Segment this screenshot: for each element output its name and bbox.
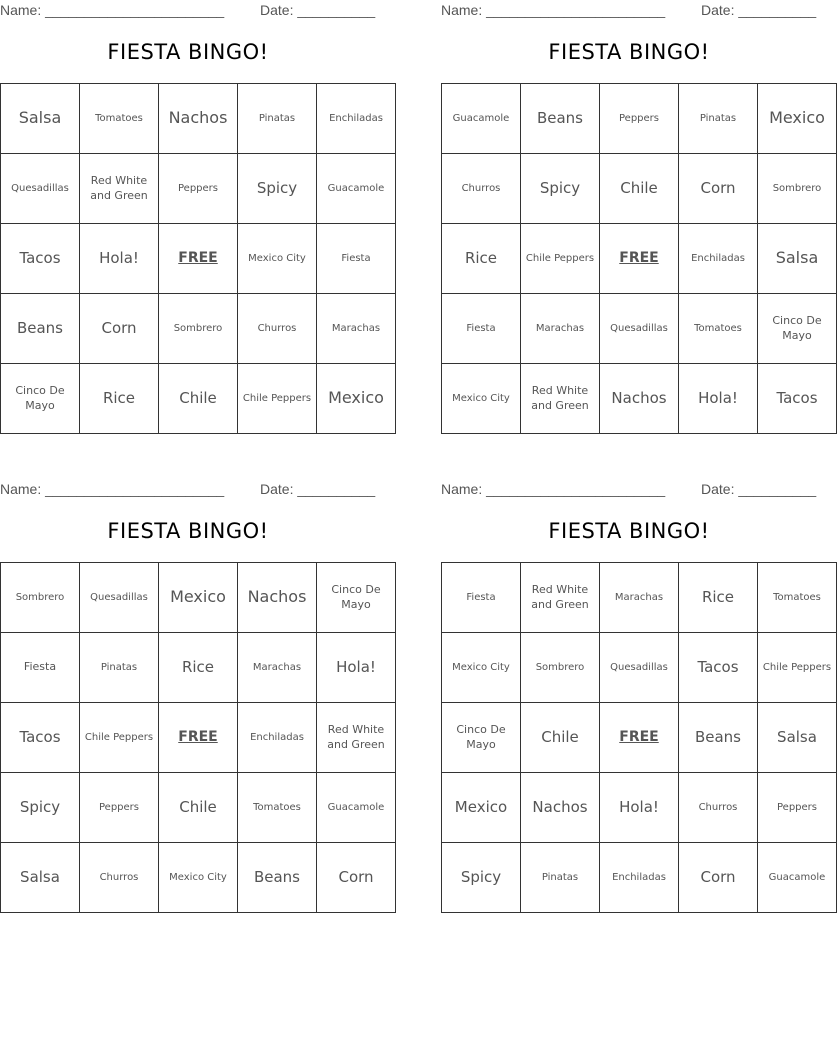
bingo-cell: Corn [80, 294, 159, 364]
bingo-cell: Tacos [758, 364, 837, 434]
bingo-cell: Cinco De Mayo [758, 294, 837, 364]
bingo-cell: Quesadillas [600, 633, 679, 703]
bingo-cell: Tacos [1, 703, 80, 773]
grid-row [442, 154, 837, 224]
grid-row [442, 843, 837, 913]
bingo-cell: Marachas [238, 633, 317, 703]
grid-row [442, 773, 837, 843]
bingo-cell: Enchiladas [317, 84, 396, 154]
free-space-cell: FREE [600, 703, 679, 773]
bingo-cell: Beans [238, 843, 317, 913]
bingo-cell: Tomatoes [80, 84, 159, 154]
grid-row [1, 773, 396, 843]
name-field-label: Name: _______________________ [0, 481, 225, 497]
bingo-card-4 [441, 479, 832, 919]
bingo-cell: Salsa [758, 703, 837, 773]
bingo-cell: Guacamole [442, 84, 521, 154]
bingo-cell: Peppers [80, 773, 159, 843]
grid-row [1, 224, 396, 294]
bingo-cell: Corn [679, 843, 758, 913]
bingo-cell: Marachas [600, 563, 679, 633]
bingo-cell: Fiesta [1, 633, 80, 703]
bingo-grid [441, 562, 837, 913]
bingo-cell: Hola! [679, 364, 758, 434]
free-space-cell: FREE [600, 224, 679, 294]
bingo-cell: Sombrero [758, 154, 837, 224]
bingo-cell: Sombrero [521, 633, 600, 703]
bingo-cell: Beans [521, 84, 600, 154]
bingo-cell: Quesadillas [80, 563, 159, 633]
grid-row [1, 364, 396, 434]
bingo-cell: Churros [238, 294, 317, 364]
bingo-cell: Rice [159, 633, 238, 703]
bingo-cell: Tacos [679, 633, 758, 703]
bingo-cell: Peppers [758, 773, 837, 843]
bingo-cell: Spicy [1, 773, 80, 843]
bingo-cell: Nachos [159, 84, 238, 154]
bingo-cell: Salsa [1, 84, 80, 154]
card-title: FIESTA BINGO! [548, 519, 710, 543]
bingo-cell: Chile [159, 773, 238, 843]
free-space-cell: FREE [159, 703, 238, 773]
bingo-cell: Fiesta [442, 563, 521, 633]
bingo-cell: Fiesta [317, 224, 396, 294]
bingo-cell: Pinatas [521, 843, 600, 913]
grid-row [442, 294, 837, 364]
bingo-card-2 [441, 0, 825, 440]
bingo-cell: Cinco De Mayo [1, 364, 80, 434]
bingo-cell: Tomatoes [238, 773, 317, 843]
bingo-cell: Rice [80, 364, 159, 434]
bingo-cell: Corn [317, 843, 396, 913]
bingo-cell: Guacamole [317, 154, 396, 224]
bingo-cell: Cinco De Mayo [442, 703, 521, 773]
grid-row [442, 364, 837, 434]
bingo-cell: Mexico [758, 84, 837, 154]
bingo-cell: Rice [679, 563, 758, 633]
bingo-cell: Quesadillas [600, 294, 679, 364]
bingo-cell: Chile Peppers [80, 703, 159, 773]
grid-row [1, 633, 396, 703]
grid-row [1, 843, 396, 913]
bingo-cell: Mexico City [442, 633, 521, 703]
grid-row [442, 633, 837, 703]
bingo-cell: Sombrero [1, 563, 80, 633]
bingo-cell: Beans [679, 703, 758, 773]
bingo-cell: Nachos [521, 773, 600, 843]
bingo-cell: Red White and Green [521, 563, 600, 633]
bingo-cell: Mexico [159, 563, 238, 633]
bingo-cell: Chile Peppers [521, 224, 600, 294]
bingo-cell: Marachas [317, 294, 396, 364]
bingo-cell: Chile [159, 364, 238, 434]
bingo-cell: Chile [521, 703, 600, 773]
bingo-cell: Guacamole [758, 843, 837, 913]
bingo-cell: Pinatas [238, 84, 317, 154]
bingo-cell: Hola! [80, 224, 159, 294]
bingo-cell: Tomatoes [679, 294, 758, 364]
grid-row [442, 224, 837, 294]
bingo-cell: Hola! [317, 633, 396, 703]
bingo-cell: Enchiladas [238, 703, 317, 773]
bingo-cell: Spicy [238, 154, 317, 224]
grid-row [1, 84, 396, 154]
grid-row [442, 84, 837, 154]
bingo-cell: Nachos [600, 364, 679, 434]
bingo-cell: Tacos [1, 224, 80, 294]
bingo-card-3 [0, 479, 385, 919]
bingo-cell: Red White and Green [521, 364, 600, 434]
bingo-cell: Peppers [159, 154, 238, 224]
bingo-cell: Tomatoes [758, 563, 837, 633]
bingo-cell: Fiesta [442, 294, 521, 364]
date-field-label: Date: __________ [701, 2, 817, 18]
bingo-cell: Salsa [758, 224, 837, 294]
bingo-cell: Enchiladas [679, 224, 758, 294]
bingo-cell: Spicy [521, 154, 600, 224]
bingo-cell: Mexico [442, 773, 521, 843]
bingo-cell: Pinatas [80, 633, 159, 703]
bingo-cell: Mexico City [442, 364, 521, 434]
bingo-cell: Cinco De Mayo [317, 563, 396, 633]
grid-row [442, 703, 837, 773]
date-field-label: Date: __________ [260, 481, 376, 497]
bingo-cell: Enchiladas [600, 843, 679, 913]
bingo-cell: Peppers [600, 84, 679, 154]
card-title: FIESTA BINGO! [548, 40, 710, 64]
bingo-cell: Pinatas [679, 84, 758, 154]
bingo-cell: Beans [1, 294, 80, 364]
bingo-cell: Churros [679, 773, 758, 843]
bingo-cell: Red White and Green [317, 703, 396, 773]
bingo-cell: Chile Peppers [758, 633, 837, 703]
bingo-grid [0, 562, 396, 913]
bingo-cell: Nachos [238, 563, 317, 633]
bingo-cell: Mexico City [238, 224, 317, 294]
card-title: FIESTA BINGO! [107, 519, 269, 543]
date-field-label: Date: __________ [701, 481, 817, 497]
bingo-cell: Churros [80, 843, 159, 913]
card-title: FIESTA BINGO! [107, 40, 269, 64]
grid-row [442, 563, 837, 633]
bingo-cell: Churros [442, 154, 521, 224]
bingo-grid [441, 83, 837, 434]
date-field-label: Date: __________ [260, 2, 376, 18]
bingo-cell: Chile [600, 154, 679, 224]
bingo-cell: Red White and Green [80, 154, 159, 224]
bingo-cell: Hola! [600, 773, 679, 843]
bingo-cell: Quesadillas [1, 154, 80, 224]
bingo-cell: Mexico [317, 364, 396, 434]
name-field-label: Name: _______________________ [441, 2, 666, 18]
bingo-cell: Sombrero [159, 294, 238, 364]
bingo-cell: Chile Peppers [238, 364, 317, 434]
grid-row [1, 294, 396, 364]
name-field-label: Name: _______________________ [441, 481, 666, 497]
bingo-cell: Spicy [442, 843, 521, 913]
bingo-grid [0, 83, 396, 434]
grid-row [1, 703, 396, 773]
bingo-cell: Corn [679, 154, 758, 224]
grid-row [1, 563, 396, 633]
bingo-cell: Mexico City [159, 843, 238, 913]
bingo-cell: Marachas [521, 294, 600, 364]
bingo-card-1 [0, 0, 385, 440]
grid-row [1, 154, 396, 224]
bingo-cell: Rice [442, 224, 521, 294]
bingo-cell: Guacamole [317, 773, 396, 843]
name-field-label: Name: _______________________ [0, 2, 225, 18]
bingo-cell: Salsa [1, 843, 80, 913]
free-space-cell: FREE [159, 224, 238, 294]
